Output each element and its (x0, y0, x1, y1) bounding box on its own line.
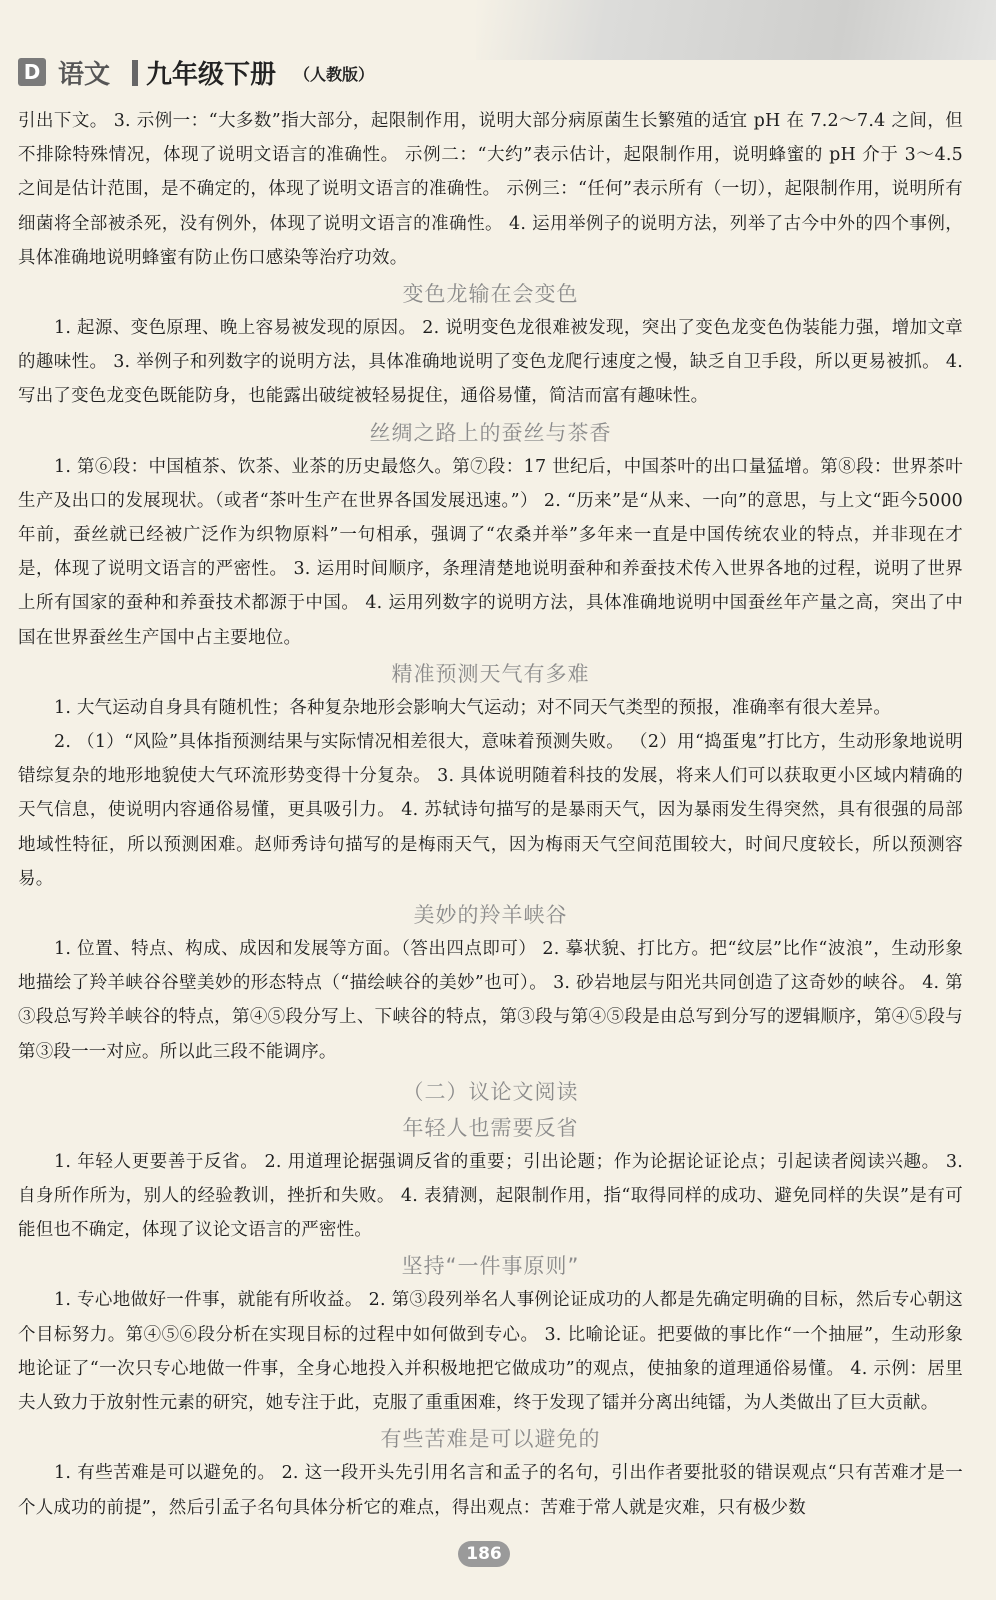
answer-paragraph: 1. 第⑥段：中国植茶、饮茶、业茶的历史最悠久。第⑦段：17 世纪后，中国茶叶的出口量猛增。第⑧段：世界茶叶生产及出口的发展现状。（或者“茶叶生产在世界各国发展迅速。”） 2. “历来”是“从来、一向”的意思，与上文“距今5000年前，蚕丝就已经被广泛作为织物原料”一句相承，强调了“农桑并举”多年来一直是中国传统农业的特点，并非现在才是，体现了说明文语言的严密性。 3. 运用时间顺序，条理清楚地说明蚕种和养蚕技术传入世界各地的过程，说明了世界上所有国家的蚕种和养蚕技术都源于中国。 4. 运用列数字的说明方法，具体准确地说明中国蚕丝年产量之高，突出了中国在世界蚕丝生产国中占主要地位。 (18, 456, 963, 648)
answer-paragraph: 引出下文。 3. 示例一：“大多数”指大部分，起限制作用，说明大部分病原菌生长繁殖的适宜 pH 在 7.2～7.4 之间，但不排除特殊情况，体现了说明文语言的准确性。 示例二：“大约”表示估计，起限制作用，说明蜂蜜的 pH 介于 3～4.5 之间是估计范围，是不确定的，体现了说明文语言的准确性。 示例三：“任何”表示所有（一切），起限制作用，说明所有细菌将全部被杀死，没有例外，体现了说明文语言的准确性。 4. 运用举例子的说明方法，列举了古今中外的四个事例，具体准确地说明蜂蜜有防止伤口感染等治疗功效。 (18, 111, 963, 268)
answer-paragraph: 2. （1）“风险”具体指预测结果与实际情况相差很大，意味着预测失败。 （2）用“捣蛋鬼”打比方，生动形象地说明错综复杂的地形地貌使大气环流形势变得十分复杂。 3. 具体说明随着科技的发展，将来人们可以获取更小区域内精确的天气信息，使说明内容通俗易懂，更具吸引力。 4. 苏轼诗句描写的是暴雨天气，因为暴雨发生得突然，具有很强的局部地域性特征，所以预测困难。赵师秀诗句描写的是梅雨天气，因为梅雨天气空间范围较大，时间尺度较长，所以预测容易。 (18, 732, 963, 889)
page-header (0, 0, 996, 100)
subject-label: 语文 (58, 60, 111, 90)
article-title: 精准预测天气有多难 (391, 661, 590, 686)
grade-label: 九年级下册 (146, 60, 277, 90)
header-divider (132, 60, 138, 86)
article-title: 有些苦难是可以避免的 (380, 1427, 601, 1452)
answer-paragraph: 1. 大气运动自身具有随机性；各种复杂地形会影响大气运动；对不同天气类型的预报，准确率有很大差异。 (54, 697, 892, 718)
answer-paragraph: 1. 位置、特点、构成、成因和发展等方面。（答出四点即可） 2. 摹状貌、打比方。把“纹层”比作“波浪”，生动形象地描绘了羚羊峡谷谷壁美妙的形态特点（“描绘峡谷的美妙”也可）。 3. 砂岩地层与阳光共同创造了这奇妙的峡谷。 4. 第③段总写羚羊峡谷的特点，第④⑤段分写上、下峡谷的特点，第③段与第④⑤段是由总写到分写的逻辑顺序，第④⑤段与第③段一一对应。所以此三段不能调序。 (18, 939, 963, 1062)
section-heading: （二）议论文阅读 (402, 1079, 579, 1104)
series-logo: D (18, 58, 46, 86)
article-title: 美妙的羚羊峡谷 (413, 903, 568, 928)
edition-label: （人教版） (294, 65, 375, 84)
article-title: 丝绸之路上的蚕丝与茶香 (369, 420, 612, 445)
page-number: 186 (458, 1541, 510, 1567)
header-decoration (476, 0, 996, 60)
answer-paragraph: 1. 专心地做好一件事，就能有所收益。 2. 第③段列举名人事例论证成功的人都是先确定明确的目标，然后专心朝这个目标努力。第④⑤⑥段分析在实现目标的过程中如何做到专心。 3. 比喻论证。把要做的事比作“一个抽屉”，生动形象地论证了“一次只专心地做一件事，全身心地投入并积极地把它做成功”的观点，使抽象的道理通俗易懂。 4. 示例：居里夫人致力于放射性元素的研究，她专注于此，克服了重重困难，终于发现了镭并分离出纯镭，为人类做出了巨大贡献。 (18, 1290, 963, 1414)
answer-paragraph: 1. 年轻人更要善于反省。 2. 用道理论据强调反省的重要；引出论题；作为论据论证论点；引起读者阅读兴趣。 3. 自身所作所为，别人的经验教训，挫折和失败。 4. 表猜测，起限制作用，指“取得同样的成功、避免同样的失误”是有可能但也不确定，体现了议论文语言的严密性。 (18, 1151, 963, 1241)
answer-paragraph: 1. 有些苦难是可以避免的。 2. 这一段开头先引用名言和孟子的名句，引出作者要批驳的错误观点“只有苦难才是一个人成功的前提”，然后引孟子名句具体分析它的难点，得出观点：苦难于常人就是灾难，只有极少数 (18, 1463, 963, 1518)
article-title: 坚持“一件事原则” (401, 1254, 580, 1279)
article-title: 年轻人也需要反省 (402, 1115, 579, 1140)
answer-content (18, 104, 963, 1525)
article-title: 变色龙输在会变色 (402, 282, 579, 307)
answer-paragraph: 1. 起源、变色原理、晚上容易被发现的原因。 2. 说明变色龙很难被发现，突出了变色龙变色伪装能力强，增加文章的趣味性。 3. 举例子和列数字的说明方法，具体准确地说明了变色龙爬行速度之慢，缺乏自卫手段，所以更易被抓。 4. 写出了变色龙变色既能防身，也能露出破绽被轻易捉住，通俗易懂，简洁而富有趣味性。 (18, 318, 963, 407)
